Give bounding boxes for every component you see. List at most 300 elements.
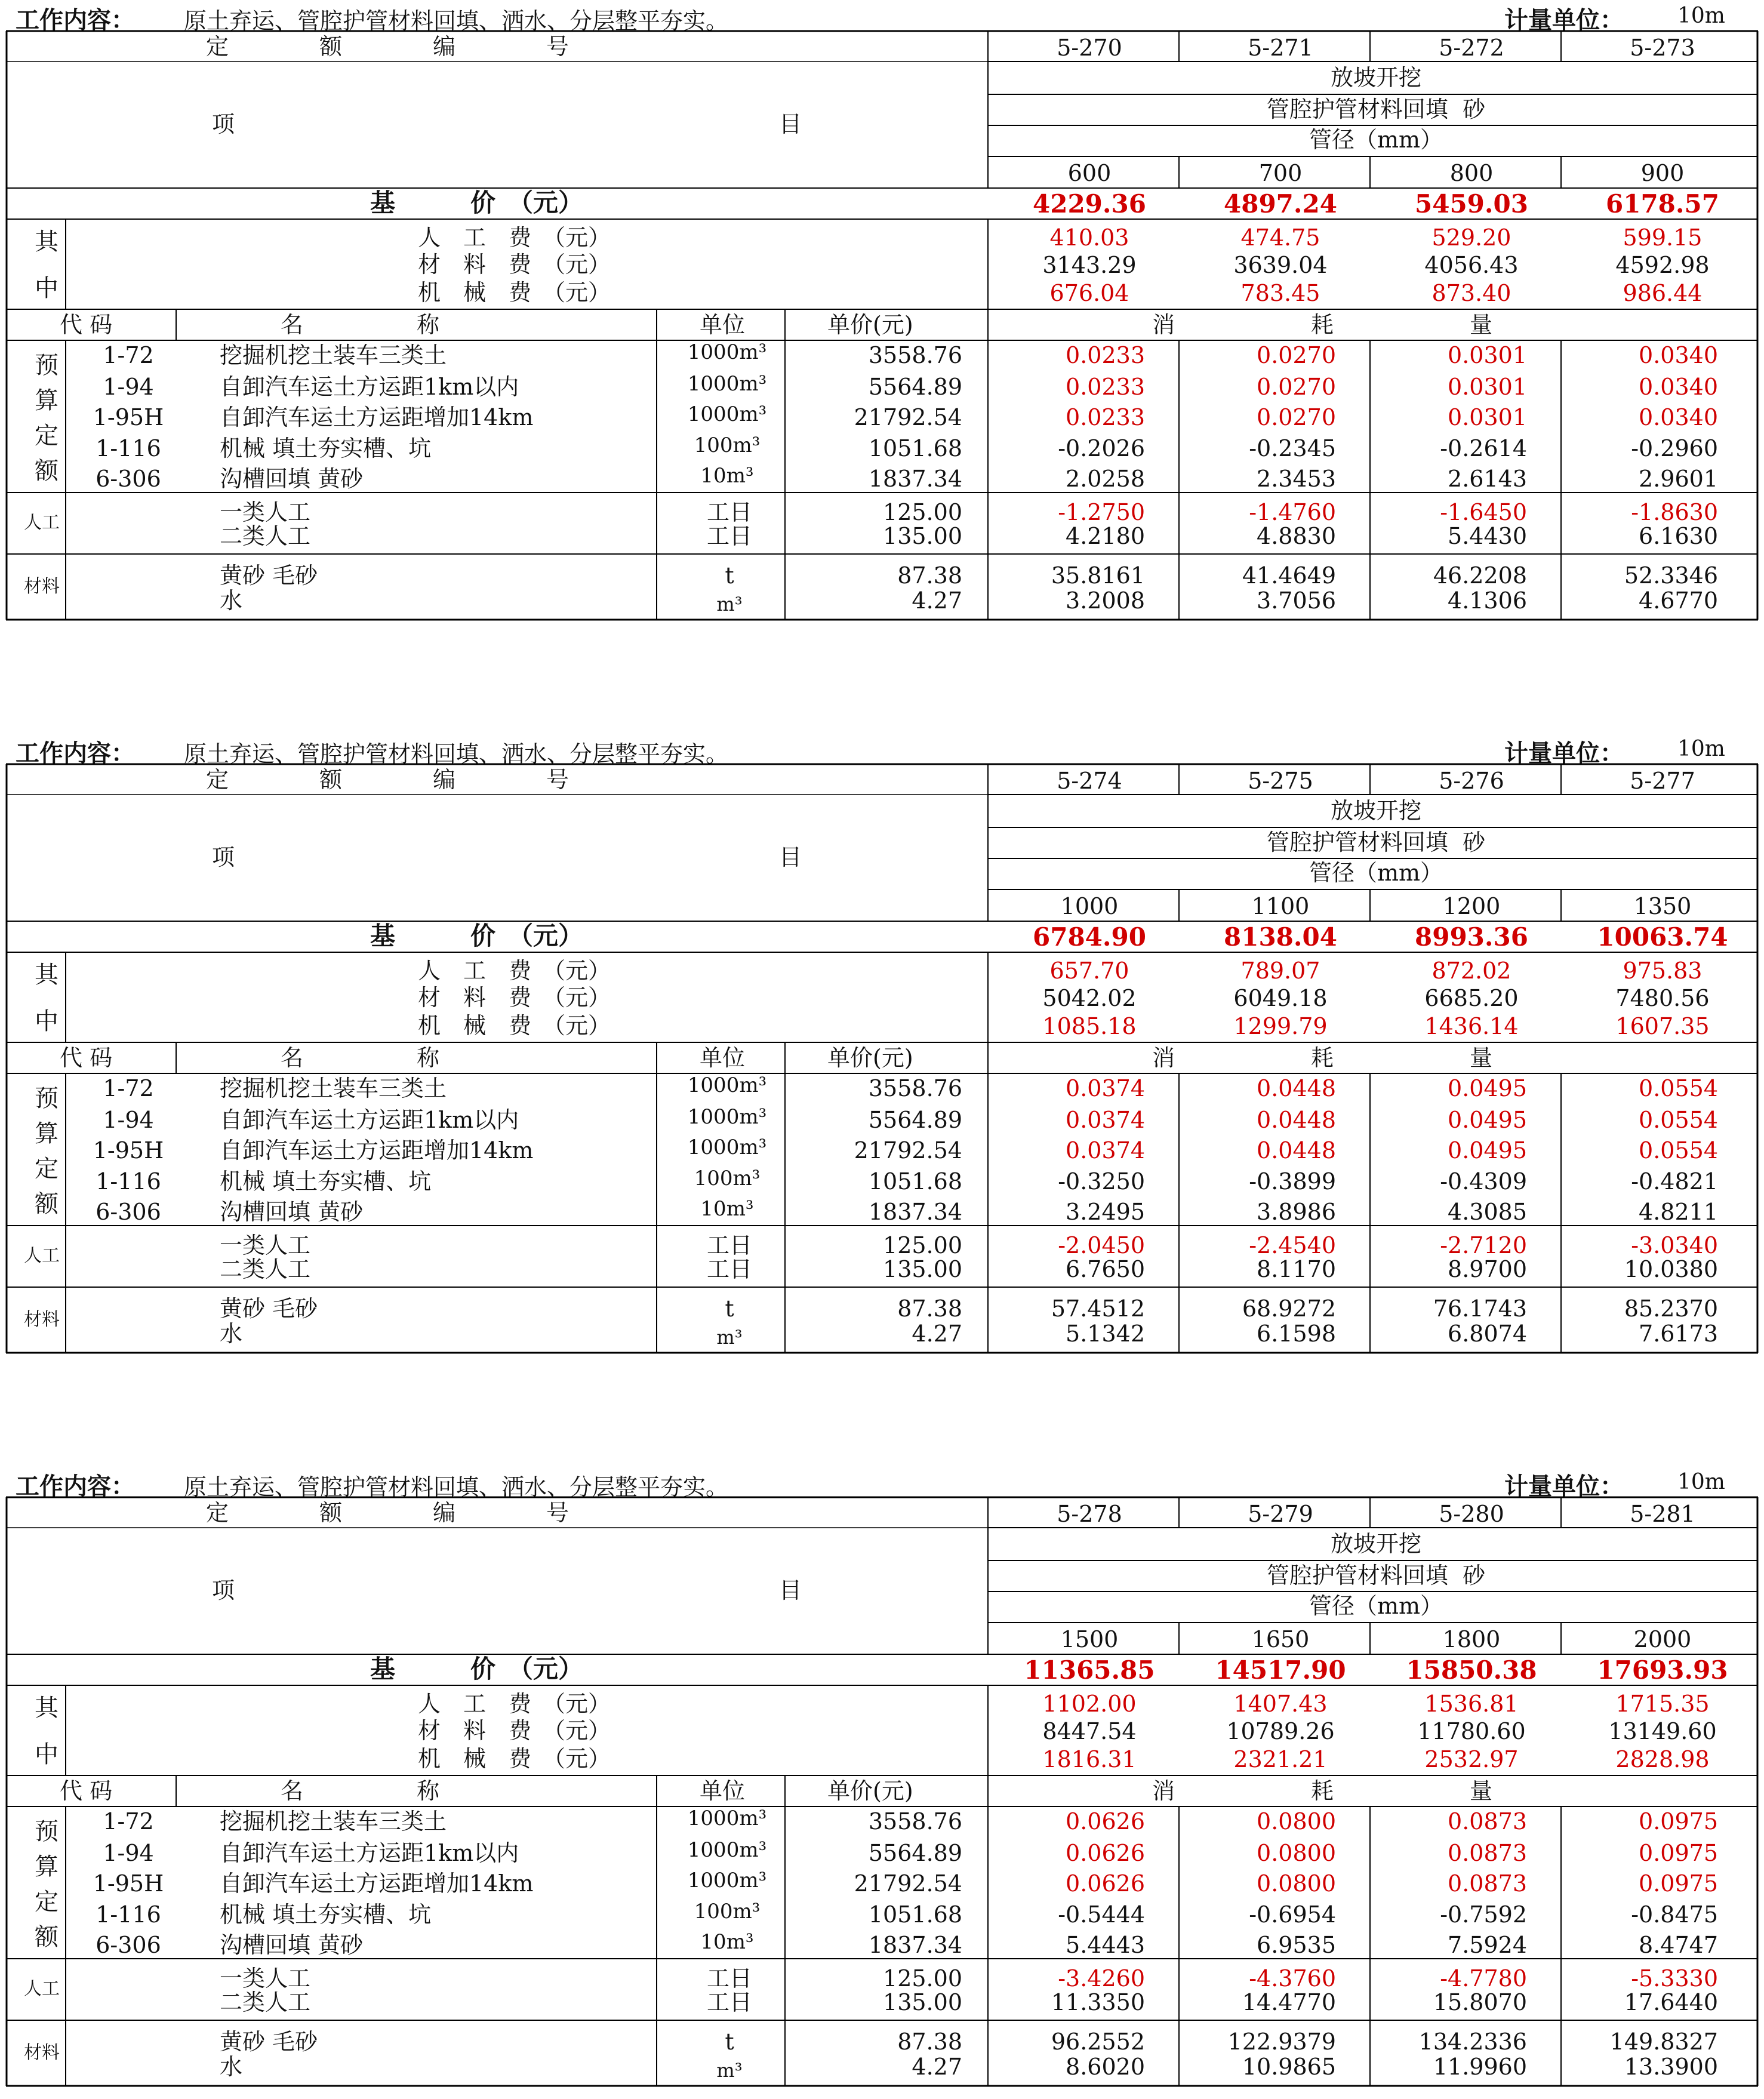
- labor-row-name: 一类人工: [220, 1232, 311, 1258]
- material-fee-value: 11780.60: [1417, 1718, 1526, 1744]
- quota-row-code: 1-94: [103, 1840, 154, 1866]
- consumption-value: 0.0800: [1257, 1840, 1336, 1866]
- quota-code: 5-276: [1439, 768, 1504, 794]
- quota-row-unit: 100m³: [694, 1167, 761, 1190]
- quota-row-unit: 1000m³: [687, 1105, 767, 1129]
- item-label: 项: [212, 111, 235, 137]
- quota-row-code: 1-72: [103, 1075, 154, 1101]
- budget-quota-label: 预: [35, 1085, 59, 1112]
- quota-row-unit: 1000m³: [687, 402, 767, 426]
- quota-row-code: 1-116: [96, 1168, 161, 1195]
- consumption-value: 0.0554: [1639, 1137, 1718, 1164]
- consumption-value: -0.4309: [1440, 1168, 1527, 1195]
- quota-code: 5-274: [1057, 768, 1122, 794]
- quota-code: 5-277: [1630, 768, 1695, 794]
- consumption-value: -0.4821: [1631, 1168, 1718, 1195]
- budget-quota-label: 额: [35, 457, 59, 485]
- machine-fee-value: 2321.21: [1233, 1746, 1328, 1772]
- among-label: 其: [35, 1694, 59, 1722]
- consumption-value: 2.3453: [1257, 466, 1336, 492]
- quota-number-header: 定 额 编 号: [206, 767, 569, 793]
- material-row-unit: m³: [716, 1326, 743, 1349]
- unit-price-header: 单价(元): [827, 312, 913, 338]
- consumption-value: 0.0873: [1448, 1808, 1527, 1835]
- material-consumption: 6.1598: [1257, 1321, 1336, 1347]
- unit-label: 计量单位：: [1504, 1472, 1624, 1500]
- quota-row-name: 自卸汽车运土方运距增加14km: [220, 1137, 534, 1164]
- material-consumption: 5.1342: [1066, 1321, 1145, 1347]
- machine-fee-value: 676.04: [1049, 280, 1129, 306]
- consumption-value: -0.3250: [1058, 1168, 1145, 1195]
- consumption-value: 0.0270: [1257, 404, 1336, 430]
- sub-title: 管腔护管材料回填 砂: [1266, 1562, 1486, 1589]
- quota-row-name: 沟槽回填 黄砂: [220, 1932, 364, 1958]
- labor-label: 人工: [24, 1978, 60, 1999]
- material-label: 材料: [24, 1309, 60, 1330]
- quota-row-name: 自卸汽车运土方运距1km以内: [220, 374, 519, 400]
- labor-row-price: 135.00: [883, 1989, 962, 2015]
- base-price-value: 5459.03: [1415, 189, 1528, 218]
- group-title: 放坡开挖: [1330, 64, 1422, 91]
- quota-row-price: 5564.89: [868, 374, 962, 400]
- base-price-value: 8993.36: [1415, 922, 1528, 952]
- pipe-diameter: 600: [1067, 160, 1112, 186]
- consumption-value: 0.0374: [1066, 1137, 1145, 1164]
- machine-fee-value: 1299.79: [1233, 1013, 1328, 1039]
- quota-row-name: 机械 填土夯实槽、坑: [220, 435, 432, 461]
- material-fee-value: 8447.54: [1042, 1718, 1137, 1744]
- labor-row-name: 二类人工: [220, 1256, 311, 1282]
- diameter-label: 管径（mm）: [1309, 860, 1443, 886]
- consumption-value: 0.0975: [1639, 1840, 1718, 1866]
- base-price-value: 15850.38: [1406, 1655, 1537, 1685]
- labor-fee-value: 789.07: [1240, 958, 1320, 984]
- material-row-name: 黄砂 毛砂: [220, 2029, 318, 2055]
- consumption-value: 0.0301: [1448, 342, 1527, 368]
- unit-header: 单位: [700, 1045, 746, 1071]
- material-row-price: 87.38: [897, 2029, 962, 2055]
- machine-fee-label: 机 械 费 （元）: [418, 1012, 611, 1039]
- consumption-value: 6.9535: [1257, 1932, 1336, 1958]
- quota-row-code: 1-116: [96, 435, 161, 461]
- consumption-value: 0.0495: [1448, 1075, 1527, 1101]
- budget-quota-label: 算: [35, 1853, 59, 1881]
- labor-consumption: 5.4430: [1448, 523, 1527, 549]
- labor-fee-value: 975.83: [1623, 958, 1703, 984]
- material-consumption: 57.4512: [1051, 1295, 1145, 1322]
- quota-code: 5-279: [1248, 1501, 1313, 1527]
- diameter-label: 管径（mm）: [1309, 1593, 1443, 1619]
- consumption-header: 消 耗 量: [1152, 1045, 1493, 1071]
- consumption-value: 0.0554: [1639, 1075, 1718, 1101]
- budget-quota-label: 定: [35, 422, 59, 450]
- quota-row-price: 1051.68: [868, 1168, 962, 1195]
- labor-fee-value: 872.02: [1431, 958, 1511, 984]
- material-label: 材料: [24, 576, 60, 597]
- quota-row-unit: 10m³: [700, 1930, 754, 1954]
- work-content-text: 原土弃运、管腔护管材料回填、洒水、分层整平夯实。: [184, 1474, 729, 1500]
- quota-row-code: 1-116: [96, 1901, 161, 1928]
- material-row-price: 87.38: [897, 562, 962, 589]
- machine-fee-value: 2532.97: [1424, 1746, 1519, 1772]
- machine-fee-value: 1816.31: [1042, 1746, 1137, 1772]
- quota-code: 5-271: [1248, 35, 1313, 61]
- material-row-unit: m³: [716, 593, 743, 615]
- quota-code: 5-281: [1630, 1501, 1695, 1527]
- quota-row-unit: 1000m³: [687, 1869, 767, 1892]
- machine-fee-label: 机 械 费 （元）: [418, 1746, 611, 1772]
- material-row-name: 黄砂 毛砂: [220, 562, 318, 589]
- code-header: 代 码: [60, 312, 113, 338]
- base-price-value: 17693.93: [1597, 1655, 1728, 1685]
- material-row-price: 4.27: [912, 1321, 962, 1347]
- budget-quota-label: 定: [35, 1155, 59, 1183]
- budget-quota-label: 额: [35, 1923, 59, 1951]
- consumption-value: -0.2960: [1631, 435, 1718, 461]
- labor-consumption: -1.8630: [1631, 499, 1718, 525]
- consumption-value: 7.5924: [1448, 1932, 1527, 1958]
- unit-header: 单位: [700, 1778, 746, 1804]
- quota-code: 5-280: [1439, 1501, 1504, 1527]
- work-content-label: 工作内容：: [16, 739, 135, 767]
- unit-price-header: 单价(元): [827, 1778, 913, 1804]
- labor-row-unit: 工日: [706, 1965, 753, 1992]
- machine-fee-value: 1085.18: [1042, 1013, 1137, 1039]
- labor-consumption: 17.6440: [1624, 1989, 1718, 2015]
- labor-row-unit: 工日: [706, 1232, 753, 1258]
- item-label: 目: [779, 111, 802, 137]
- material-row-price: 4.27: [912, 587, 962, 614]
- machine-fee-value: 1607.35: [1615, 1013, 1710, 1039]
- consumption-value: 0.0374: [1066, 1107, 1145, 1133]
- consumption-value: 3.2495: [1066, 1199, 1145, 1225]
- consumption-value: 8.4747: [1639, 1932, 1718, 1958]
- consumption-value: 0.0448: [1257, 1075, 1336, 1101]
- material-row-name: 水: [220, 1321, 243, 1347]
- consumption-value: 0.0495: [1448, 1107, 1527, 1133]
- material-fee-value: 4592.98: [1615, 252, 1710, 278]
- pipe-diameter: 1500: [1060, 1626, 1119, 1652]
- consumption-value: -0.5444: [1058, 1901, 1145, 1928]
- quota-row-price: 21792.54: [854, 1137, 962, 1164]
- consumption-value: 0.0975: [1639, 1808, 1718, 1835]
- quota-row-unit: 100m³: [694, 1900, 761, 1923]
- sub-title: 管腔护管材料回填 砂: [1266, 96, 1486, 122]
- quota-section-1: [6, 0, 1758, 633]
- quota-row-unit: 10m³: [700, 464, 754, 488]
- labor-consumption: 10.0380: [1624, 1256, 1718, 1282]
- labor-row-name: 一类人工: [220, 499, 311, 525]
- consumption-value: 0.0975: [1639, 1870, 1718, 1897]
- labor-fee-value: 1102.00: [1042, 1691, 1137, 1717]
- material-fee-value: 13149.60: [1608, 1718, 1717, 1744]
- quota-section-2: [6, 733, 1758, 1366]
- quota-row-name: 机械 填土夯实槽、坑: [220, 1901, 432, 1928]
- budget-quota-label: 预: [35, 1818, 59, 1845]
- consumption-value: 0.0340: [1639, 374, 1718, 400]
- material-consumption: 41.4649: [1242, 562, 1336, 589]
- consumption-value: 0.0301: [1448, 404, 1527, 430]
- base-price-value: 4897.24: [1224, 189, 1337, 218]
- quota-number-header: 定 额 编 号: [206, 33, 569, 60]
- pipe-diameter: 700: [1258, 160, 1303, 186]
- consumption-value: 2.0258: [1066, 466, 1145, 492]
- consumption-value: 0.0448: [1257, 1137, 1336, 1164]
- machine-fee-value: 2828.98: [1615, 1746, 1710, 1772]
- quota-section-3: [6, 1466, 1758, 2099]
- material-consumption: 6.8074: [1448, 1321, 1527, 1347]
- consumption-value: -0.3899: [1249, 1168, 1336, 1195]
- consumption-value: 2.6143: [1448, 466, 1527, 492]
- group-title: 放坡开挖: [1330, 798, 1422, 824]
- quota-row-code: 1-94: [103, 1107, 154, 1133]
- unit-label: 计量单位：: [1504, 739, 1624, 767]
- labor-consumption: 14.4770: [1242, 1989, 1336, 2015]
- labor-label: 人工: [24, 1245, 60, 1266]
- material-fee-value: 5042.02: [1042, 985, 1137, 1011]
- pipe-diameter: 1350: [1633, 893, 1692, 919]
- material-fee-value: 6049.18: [1233, 985, 1328, 1011]
- budget-quota-label: 算: [35, 1120, 59, 1147]
- material-row-unit: t: [725, 2029, 734, 2055]
- labor-consumption: -1.4760: [1249, 499, 1336, 525]
- material-fee-value: 3639.04: [1233, 252, 1328, 278]
- among-label: 中: [35, 275, 59, 302]
- budget-quota-label: 定: [35, 1888, 59, 1916]
- quota-row-unit: 1000m³: [687, 372, 767, 396]
- consumption-value: -0.2345: [1249, 435, 1336, 461]
- labor-consumption: 6.7650: [1066, 1256, 1145, 1282]
- unit-label: 计量单位：: [1504, 6, 1624, 34]
- labor-consumption: -2.4540: [1249, 1232, 1336, 1258]
- material-fee-value: 4056.43: [1424, 252, 1519, 278]
- consumption-value: -0.2026: [1058, 435, 1145, 461]
- quota-code: 5-275: [1248, 768, 1313, 794]
- quota-row-unit: 100m³: [694, 433, 761, 457]
- material-fee-label: 材 料 费 （元）: [418, 984, 611, 1011]
- machine-fee-value: 1436.14: [1424, 1013, 1519, 1039]
- material-consumption: 35.8161: [1051, 562, 1145, 589]
- labor-consumption: -1.6450: [1440, 499, 1527, 525]
- consumption-header: 消 耗 量: [1152, 312, 1493, 338]
- consumption-value: -0.7592: [1440, 1901, 1527, 1928]
- unit-value: 10m: [1677, 4, 1725, 28]
- material-row-price: 87.38: [897, 1295, 962, 1322]
- material-consumption: 76.1743: [1433, 1295, 1527, 1322]
- unit-price-header: 单价(元): [827, 1045, 913, 1071]
- consumption-value: 2.9601: [1639, 466, 1718, 492]
- labor-row-price: 125.00: [883, 499, 962, 525]
- labor-row-price: 125.00: [883, 1232, 962, 1258]
- labor-consumption: 11.3350: [1051, 1989, 1145, 2015]
- among-label: 其: [35, 961, 59, 989]
- labor-consumption: -3.0340: [1631, 1232, 1718, 1258]
- material-consumption: 149.8327: [1609, 2029, 1718, 2055]
- consumption-value: 0.0800: [1257, 1870, 1336, 1897]
- labor-consumption: -4.7780: [1440, 1965, 1527, 1992]
- material-row-unit: t: [725, 562, 734, 589]
- quota-row-code: 1-95H: [93, 1137, 164, 1164]
- material-consumption: 4.6770: [1639, 587, 1718, 614]
- consumption-value: 0.0270: [1257, 342, 1336, 368]
- material-fee-value: 10789.26: [1226, 1718, 1335, 1744]
- machine-fee-label: 机 械 费 （元）: [418, 279, 611, 306]
- material-fee-label: 材 料 费 （元）: [418, 1718, 611, 1744]
- consumption-value: 4.8211: [1639, 1199, 1718, 1225]
- quota-row-price: 3558.76: [868, 342, 962, 368]
- quota-row-name: 机械 填土夯实槽、坑: [220, 1168, 432, 1195]
- name-header: 名 称: [281, 1778, 440, 1804]
- labor-fee-value: 1407.43: [1233, 1691, 1328, 1717]
- labor-fee-value: 410.03: [1049, 224, 1129, 251]
- consumption-value: 0.0270: [1257, 374, 1336, 400]
- work-content-text: 原土弃运、管腔护管材料回填、洒水、分层整平夯实。: [184, 741, 729, 767]
- quota-row-name: 自卸汽车运土方运距1km以内: [220, 1107, 519, 1133]
- labor-consumption: 6.1630: [1639, 523, 1718, 549]
- labor-fee-value: 474.75: [1240, 224, 1320, 251]
- quota-row-price: 1051.68: [868, 1901, 962, 1928]
- machine-fee-value: 873.40: [1431, 280, 1511, 306]
- budget-quota-label: 预: [35, 352, 59, 379]
- labor-fee-label: 人 工 费 （元）: [418, 224, 611, 251]
- consumption-value: 0.0301: [1448, 374, 1527, 400]
- labor-fee-label: 人 工 费 （元）: [418, 1691, 611, 1717]
- name-header: 名 称: [281, 1045, 440, 1071]
- labor-consumption: -4.3760: [1249, 1965, 1336, 1992]
- quota-row-price: 1837.34: [868, 1199, 962, 1225]
- material-consumption: 122.9379: [1227, 2029, 1336, 2055]
- quota-row-unit: 1000m³: [687, 1073, 767, 1097]
- name-header: 名 称: [281, 312, 440, 338]
- pipe-diameter: 800: [1449, 160, 1494, 186]
- consumption-value: 0.0554: [1639, 1107, 1718, 1133]
- material-consumption: 11.9960: [1433, 2054, 1527, 2080]
- consumption-value: 0.0626: [1066, 1870, 1145, 1897]
- quota-row-price: 1837.34: [868, 1932, 962, 1958]
- quota-row-code: 1-95H: [93, 404, 164, 430]
- base-price-value: 10063.74: [1597, 922, 1728, 952]
- quota-row-price: 5564.89: [868, 1107, 962, 1133]
- material-consumption: 3.2008: [1066, 587, 1145, 614]
- quota-row-price: 1051.68: [868, 435, 962, 461]
- consumption-value: 0.0448: [1257, 1107, 1336, 1133]
- material-label: 材料: [24, 2042, 60, 2063]
- quota-row-price: 5564.89: [868, 1840, 962, 1866]
- quota-code: 5-278: [1057, 1501, 1122, 1527]
- consumption-value: 3.8986: [1257, 1199, 1336, 1225]
- labor-row-name: 二类人工: [220, 1989, 311, 2015]
- labor-row-unit: 工日: [706, 523, 753, 549]
- pipe-diameter: 1650: [1251, 1626, 1310, 1652]
- labor-row-price: 135.00: [883, 1256, 962, 1282]
- work-content-label: 工作内容：: [16, 6, 135, 34]
- consumption-value: 4.3085: [1448, 1199, 1527, 1225]
- consumption-header: 消 耗 量: [1152, 1778, 1493, 1804]
- quota-row-code: 1-72: [103, 1808, 154, 1835]
- labor-consumption: 8.1170: [1257, 1256, 1336, 1282]
- consumption-value: 5.4443: [1066, 1932, 1145, 1958]
- among-label: 其: [35, 228, 59, 256]
- labor-fee-value: 1536.81: [1424, 1691, 1519, 1717]
- consumption-value: 0.0873: [1448, 1840, 1527, 1866]
- material-consumption: 134.2336: [1418, 2029, 1527, 2055]
- pipe-diameter: 2000: [1633, 1626, 1692, 1652]
- unit-value: 10m: [1677, 1470, 1725, 1494]
- material-row-name: 水: [220, 2054, 243, 2080]
- quota-row-price: 21792.54: [854, 1870, 962, 1897]
- material-row-name: 水: [220, 587, 243, 614]
- material-row-unit: t: [725, 1295, 734, 1322]
- labor-row-unit: 工日: [706, 499, 753, 525]
- budget-quota-label: 算: [35, 387, 59, 414]
- quota-row-unit: 1000m³: [687, 340, 767, 364]
- consumption-value: 0.0626: [1066, 1808, 1145, 1835]
- material-fee-label: 材 料 费 （元）: [418, 251, 611, 278]
- labor-consumption: -2.7120: [1440, 1232, 1527, 1258]
- quota-row-price: 1837.34: [868, 466, 962, 492]
- material-consumption: 96.2552: [1051, 2029, 1145, 2055]
- labor-consumption: -5.3330: [1631, 1965, 1718, 1992]
- labor-consumption: 15.8070: [1433, 1989, 1527, 2015]
- quota-row-unit: 10m³: [700, 1197, 754, 1221]
- quota-code: 5-272: [1439, 35, 1504, 61]
- budget-quota-label: 额: [35, 1190, 59, 1218]
- among-label: 中: [35, 1008, 59, 1035]
- labor-row-price: 125.00: [883, 1965, 962, 1992]
- material-consumption: 13.3900: [1624, 2054, 1718, 2080]
- base-price-value: 8138.04: [1224, 922, 1337, 952]
- quota-row-price: 21792.54: [854, 404, 962, 430]
- quota-row-name: 自卸汽车运土方运距1km以内: [220, 1840, 519, 1866]
- quota-row-name: 挖掘机挖土装车三类土: [220, 1075, 447, 1101]
- quota-row-name: 自卸汽车运土方运距增加14km: [220, 404, 534, 430]
- labor-row-price: 135.00: [883, 523, 962, 549]
- labor-row-unit: 工日: [706, 1256, 753, 1282]
- material-fee-value: 7480.56: [1615, 985, 1710, 1011]
- material-consumption: 8.6020: [1066, 2054, 1145, 2080]
- material-consumption: 3.7056: [1257, 587, 1336, 614]
- quota-row-code: 1-95H: [93, 1870, 164, 1897]
- item-label: 项: [212, 1577, 235, 1604]
- item-label: 项: [212, 844, 235, 870]
- diameter-label: 管径（mm）: [1309, 127, 1443, 153]
- base-price-value: 4229.36: [1033, 189, 1146, 218]
- quota-row-price: 3558.76: [868, 1808, 962, 1835]
- quota-row-code: 6-306: [96, 466, 161, 492]
- pipe-diameter: 900: [1640, 160, 1685, 186]
- quota-row-unit: 1000m³: [687, 1838, 767, 1862]
- labor-consumption: 8.9700: [1448, 1256, 1527, 1282]
- base-price-label: 基 价 （元）: [370, 1654, 584, 1683]
- sub-title: 管腔护管材料回填 砂: [1266, 829, 1486, 855]
- labor-row-name: 一类人工: [220, 1965, 311, 1992]
- base-price-label: 基 价 （元）: [370, 188, 584, 217]
- material-fee-value: 3143.29: [1042, 252, 1137, 278]
- material-fee-value: 6685.20: [1424, 985, 1519, 1011]
- quota-row-code: 1-72: [103, 342, 154, 368]
- quota-row-unit: 1000m³: [687, 1135, 767, 1159]
- material-consumption: 4.1306: [1448, 587, 1527, 614]
- work-content-label: 工作内容：: [16, 1472, 135, 1500]
- labor-fee-value: 599.15: [1623, 224, 1703, 251]
- labor-fee-value: 657.70: [1049, 958, 1129, 984]
- labor-consumption: 4.8830: [1257, 523, 1336, 549]
- item-label: 目: [779, 844, 802, 870]
- machine-fee-value: 783.45: [1240, 280, 1320, 306]
- consumption-value: 0.0340: [1639, 342, 1718, 368]
- quota-code: 5-273: [1630, 35, 1695, 61]
- group-title: 放坡开挖: [1330, 1531, 1422, 1557]
